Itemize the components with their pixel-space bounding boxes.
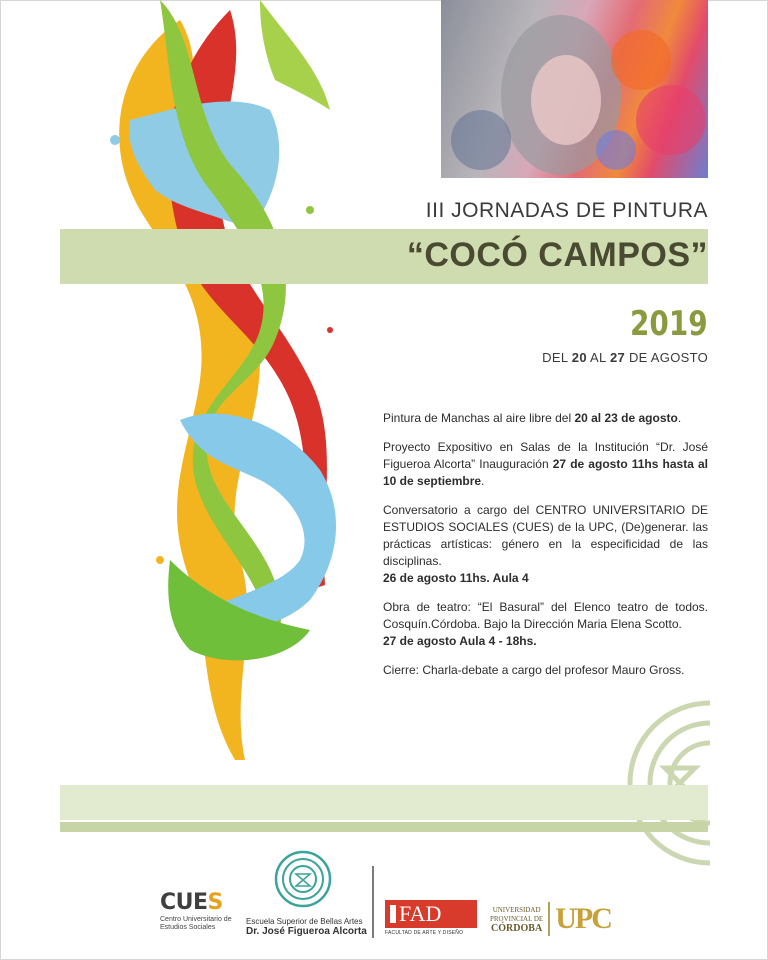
esba-emblem-icon	[274, 850, 332, 908]
logo-divider	[372, 866, 374, 938]
footer-band-thin	[60, 822, 708, 832]
school-watermark-logo	[570, 698, 710, 868]
esba-logo: Escuela Superior de Bellas Artes Dr. José Figueroa Alcorta	[246, 850, 366, 937]
fad-logo: FAD FACULTAD DE ARTE Y DISEÑO	[385, 900, 477, 936]
event-title: “COCÓ CAMPOS”	[406, 236, 708, 274]
event-dates: DEL 20 AL 27 DE AGOSTO	[542, 350, 708, 365]
cues-logo: CUES Centro Universitario de Estudios Sociales	[160, 890, 232, 931]
paint-splash-illustration	[60, 0, 360, 770]
program-item-theatre: Obra de teatro: “El Basural” del Elenco teatro de todos. Cosquín.Córdoba. Bajo la Dirección Maria Elena Scotto. 27 de agosto Aula 4 - 18hs.	[383, 600, 708, 648]
portrait-photo	[441, 0, 708, 178]
event-subtitle: III JORNADAS DE PINTURA	[425, 199, 708, 222]
program-item-closing: Cierre: Charla-debate a cargo del profesor Mauro Gross.	[383, 663, 685, 677]
event-year: 2019	[630, 304, 708, 344]
program-item-exhibition: Proyecto Expositivo en Salas de la Institución “Dr. José Figueroa Alcorta” Inauguración 27 de agosto 11hs hasta al 10 de septiembre.	[383, 440, 708, 488]
upc-logo: UNIVERSIDAD PROVINCIAL DE CÓRDOBA UPC	[490, 902, 611, 935]
program-list	[383, 410, 708, 691]
footer-band	[60, 785, 708, 820]
program-item-painting: Pintura de Manchas al aire libre del 20 al 23 de agosto.	[383, 411, 682, 425]
program-item-conversatorio: Conversatorio a cargo del CENTRO UNIVERSITARIO DE ESTUDIOS SOCIALES (CUES) de la UPC, (De)generar. las prácticas artísticas: género en la especificidad de las disciplinas. 26 de agosto 11hs. Aula 4	[383, 503, 708, 585]
